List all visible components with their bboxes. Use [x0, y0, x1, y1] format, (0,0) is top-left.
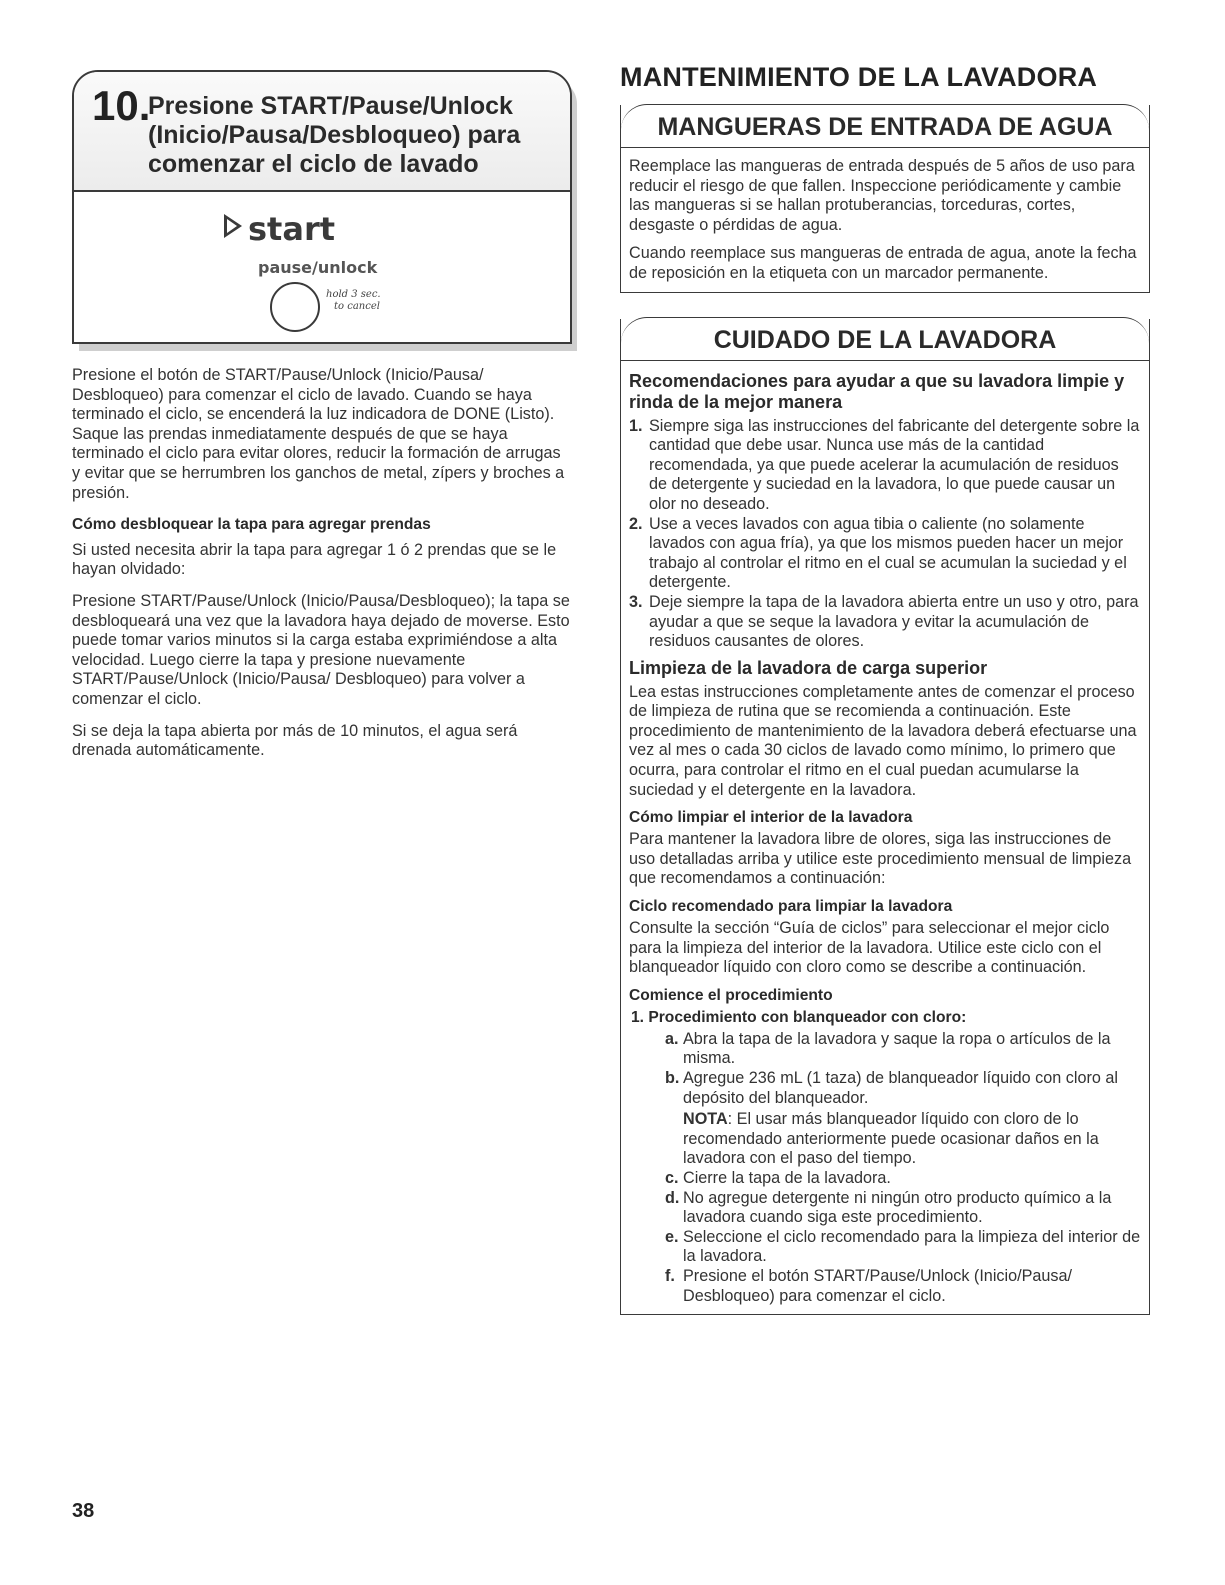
paragraph: Cuando reemplace sus mangueras de entrada de agua, anote la fecha de reposición en la etiqueta con un marcador permanente.	[629, 244, 1137, 282]
step-title-line-3: comenzar el ciclo de lavado	[148, 150, 479, 178]
recommendations-heading: Recomendaciones para ayudar a que su lavadora limpie y rinda de la mejor manera	[629, 370, 1125, 412]
step-title-line-1: Presione START/Pause/Unlock	[148, 92, 513, 120]
procedure-steps	[629, 1030, 1141, 1306]
paragraph: Para mantener la lavadora libre de olores, siga las instrucciones de uso detalladas arriba y utilice este procedimiento mensual de limpieza que recomendamos a continuación:	[629, 830, 1132, 888]
hold-line-1: hold 3 sec.	[326, 289, 381, 300]
section-heading: MANGUERAS DE ENTRADA DE AGUA	[621, 104, 1149, 148]
list-item: 2. Use a veces lavados con agua tibia o caliente (no solamente lavados con agua fría), ya que los mismos pueden hacer un mejor trabajo al controlar el ritmo en el cual se acumulan la suciedad y el detergente.	[629, 514, 1127, 592]
left-column	[72, 70, 572, 773]
list-item: e. Seleccione el ciclo recomendado para la limpieza del interior de la lavadora.	[665, 1227, 1141, 1266]
interior-heading: Cómo limpiar el interior de la lavadora	[629, 809, 913, 827]
paragraph: Lea estas instrucciones completamente antes de comenzar el proceso de limpieza de rutina que se recomienda a continuación. Este procedimiento de mantenimiento de la lavadora deberá efectuarse una vez al mes o cada 30 ciclos de lavado como mínimo, lo primero que ocurra, para controlar el ritmo en el cual puedan acumularse la suciedad y el detergente en la lavadora.	[629, 682, 1137, 799]
list-item: d. No agregue detergente ni ningún otro producto químico a la lavadora cuando siga este procedimiento.	[665, 1188, 1112, 1227]
hold-to-cancel-text	[326, 289, 381, 313]
control-panel-illustration	[74, 192, 570, 342]
right-column	[620, 62, 1150, 1315]
begin-heading: Comience el procedimiento	[629, 986, 833, 1004]
list-item: f. Presione el botón START/Pause/Unlock (Inicio/Pausa/ Desbloqueo) para comenzar el ciclo.	[665, 1266, 1072, 1305]
cleaning-heading: Limpieza de la lavadora de carga superior	[629, 657, 988, 678]
page-number: 38	[72, 1500, 95, 1522]
step-10-box	[72, 70, 572, 344]
start-button-icon	[270, 282, 320, 332]
procedure-heading: 1. Procedimiento con blanqueador con cloro:	[631, 1008, 967, 1026]
start-label	[224, 210, 335, 248]
start-text: start	[248, 210, 336, 248]
paragraph: Consulte la sección “Guía de ciclos” para seleccionar el mejor ciclo para la limpieza del interior de la lavadora. Utilice este ciclo con el blanqueador líquido con cloro como se describe a continuación.	[629, 919, 1110, 977]
left-body-text	[72, 366, 572, 761]
list-item: b. Agregue 236 mL (1 taza) de blanqueador líquido con cloro al depósito del blanqueador. NOTA: El usar más blanqueador líquido con cloro de lo recomendado anteriormente puede ocasionar daños en la lavadora con el paso del tiempo.	[629, 1069, 1141, 1169]
step-title	[148, 92, 558, 179]
unlock-lid-heading: Cómo desbloquear la tapa para agregar prendas	[72, 516, 431, 534]
pause-unlock-label: pause/unlock	[258, 258, 378, 277]
paragraph: Si se deja la tapa abierta por más de 10 minutos, el agua será drenada automáticamente.	[72, 721, 518, 760]
paragraph: Presione START/Pause/Unlock (Inicio/Pausa/Desbloqueo); la tapa se desbloqueará una vez que la lavadora haya dejado de moverse. Esto puede tomar varios minutos si la carga estaba exprimiéndose a alta velocidad. Luego cierre la tapa y presione nuevamente START/Pause/Unlock (Inicio/Pausa/ Desbloqueo) para volver a comenzar el ciclo.	[72, 591, 570, 708]
paragraph: Reemplace las mangueras de entrada después de 5 años de uso para reducir el riesgo de que fallen. Inspeccione periódicamente y cambie las mangueras si se hallan protuberancias, torceduras, cortes, desgaste o pérdidas de agua.	[629, 157, 1135, 234]
page-title: MANTENIMIENTO DE LA LAVADORA	[620, 62, 1098, 92]
step-number: 10.	[92, 82, 151, 129]
paragraph: Presione el botón de START/Pause/Unlock (Inicio/Pausa/ Desbloqueo) para comenzar el ciclo de lavado. Cuando se haya terminado el ciclo, se encenderá la luz indicadora de DONE (Listo). Saque las prendas inmediatamente después de que se haya terminado el ciclo para evitar olores, reducir la formación de arrugas y evitar que se herrumbren los ganchos de metal, zípers y broches a presión.	[72, 366, 565, 502]
recommendations-list	[629, 417, 1141, 652]
list-item: a. Abra la tapa de la lavadora y saque la ropa o artículos de la misma.	[665, 1029, 1111, 1068]
paragraph: Si usted necesita abrir la tapa para agregar 1 ó 2 prendas que se le hayan olvidado:	[72, 540, 557, 579]
step-header	[74, 72, 570, 192]
washer-care-section	[620, 319, 1150, 1316]
list-item: 3. Deje siempre la tapa de la lavadora abierta entre un uso y otro, para ayudar a que se seque la lavadora y evitar la acumulación de residuos causantes de olores.	[629, 592, 1139, 651]
section-heading: CUIDADO DE LA LAVADORA	[621, 317, 1149, 361]
step-title-line-2: (Inicio/Pausa/Desbloqueo) para	[148, 121, 521, 149]
play-icon	[224, 214, 242, 238]
note: NOTA: El usar más blanqueador líquido con cloro de lo recomendado anteriormente puede ocasionar daños en la lavadora con el paso del tiempo.	[683, 1110, 1099, 1168]
list-item: c. Cierre la tapa de la lavadora.	[665, 1168, 891, 1187]
list-item: 1. Siempre siga las instrucciones del fabricante del detergente sobre la cantidad que debe usar. Nunca use más de la cantidad recomendada, ya que puede acelerar la acumulación de residuos de detergente y suciedad en la lavadora, lo que puede causar un olor no deseado.	[629, 416, 1140, 513]
water-hoses-section	[620, 105, 1150, 293]
hold-line-2: to cancel	[334, 301, 380, 312]
cycle-heading: Ciclo recomendado para limpiar la lavadora	[629, 898, 953, 916]
